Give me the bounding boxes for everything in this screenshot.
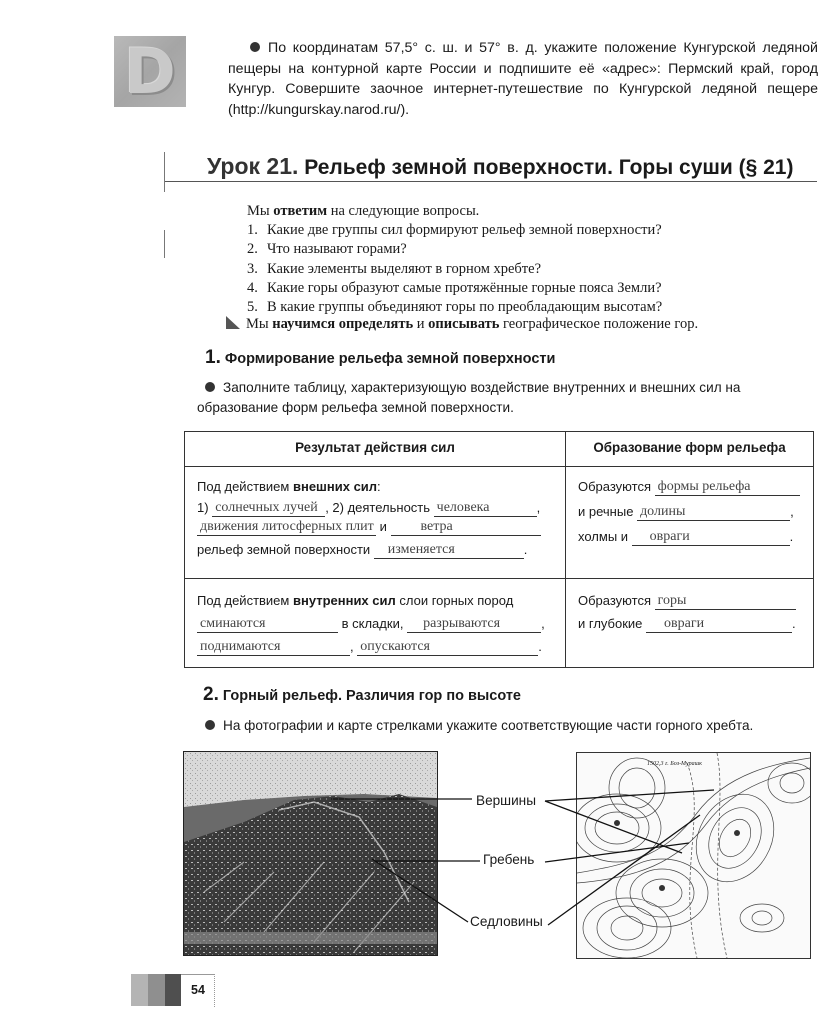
- questions-intro-suffix: на следующие вопросы.: [327, 203, 480, 219]
- question-item: [247, 240, 662, 259]
- text: .: [523, 542, 528, 557]
- text: :: [377, 479, 381, 494]
- external-forms-cell: [578, 474, 808, 549]
- lesson-title-text: Рельеф земной поверхности. Горы суши (§ 21): [304, 156, 794, 179]
- bold-term: внешних сил: [292, 479, 378, 494]
- task-text: На фотографии и карте стрелками укажите соответствующие части горного хребта.: [223, 718, 754, 733]
- external-forces-cell: [197, 474, 557, 562]
- text: Под действием: [197, 479, 293, 494]
- intro-paragraph: [228, 38, 818, 120]
- section-1-task: [197, 378, 817, 418]
- answer-field[interactable]: горы: [655, 592, 796, 610]
- cell-line: [578, 499, 808, 524]
- answer-field[interactable]: долины: [637, 503, 790, 521]
- section-number: 2.: [203, 684, 219, 705]
- answer-field[interactable]: разрываются: [407, 615, 541, 633]
- learn-suffix: географическое положение гор.: [499, 316, 699, 332]
- answer-field[interactable]: человека: [434, 499, 537, 517]
- question-number: 5.: [247, 299, 258, 316]
- question-item: [247, 279, 662, 298]
- questions-block: [247, 202, 662, 317]
- text: Образуются: [578, 593, 651, 608]
- answer-field[interactable]: поднимаются: [197, 638, 350, 656]
- cell-line: [197, 514, 557, 539]
- cell-line: [197, 611, 562, 636]
- label-crest: Гребень: [483, 852, 535, 867]
- section-number: 1.: [205, 347, 221, 368]
- cell-line: [578, 474, 808, 499]
- text: 1): [197, 500, 209, 515]
- learn-prefix: Мы: [246, 316, 273, 332]
- table-divider: [565, 432, 566, 667]
- forces-table: [184, 431, 814, 668]
- table-header-formation: Образование форм рельефа: [593, 440, 786, 455]
- answer-field[interactable]: ветра: [391, 518, 541, 536]
- section-logo-d: [114, 36, 186, 107]
- lesson-title-rule: [165, 181, 817, 182]
- text: слои горных пород: [395, 593, 514, 608]
- text: ,: [541, 616, 545, 631]
- text: в складки,: [341, 616, 404, 631]
- map-caption: 1502,3 г. Боз-Мурашк: [647, 761, 702, 767]
- section-1-heading: [205, 347, 555, 369]
- intro-text: По координатам 57,5° с. ш. и 57° в. д. укажите положение Кунгурской ледяной пещеры на контурной карте России и подпишите её «адрес»: Пермский край, город Кунгур. Совершите заочное интернет-путешествие по Кунгурской ледяной пещере (http://kungurskay.narod.ru/).: [228, 40, 818, 118]
- answer-field[interactable]: изменяется: [374, 541, 524, 559]
- question-number: 3.: [247, 260, 258, 277]
- question-item: [247, 260, 662, 279]
- margin-mark: [164, 152, 165, 192]
- lesson-number: Урок 21.: [207, 153, 299, 179]
- internal-forms-cell: [578, 588, 808, 636]
- questions-list: [247, 221, 662, 317]
- text: .: [789, 529, 794, 544]
- color-swatch: [148, 974, 165, 1006]
- bold-term: внутренних сил: [292, 593, 396, 608]
- question-number: 2.: [247, 241, 258, 258]
- cell-line: [578, 524, 808, 549]
- question-text: Какие две группы сил формируют рельеф земной поверхности?: [267, 222, 662, 239]
- question-number: 1.: [247, 222, 258, 239]
- text: и: [379, 519, 387, 534]
- topographic-map: [576, 752, 811, 959]
- text: ,: [350, 639, 354, 654]
- cell-line: [578, 611, 808, 636]
- section-2-heading: [203, 684, 521, 706]
- bullet-icon: [250, 42, 260, 52]
- question-number: 4.: [247, 279, 258, 296]
- answer-field[interactable]: движения литосферных плит: [197, 518, 376, 536]
- bullet-icon: [205, 382, 215, 392]
- corner-marker-icon: [226, 316, 240, 329]
- text: .: [792, 616, 796, 631]
- text: , 2) деятельность: [325, 500, 431, 515]
- question-item: [247, 298, 662, 317]
- learn-mid: и: [413, 316, 429, 332]
- learn-bold-2: описывать: [428, 316, 500, 332]
- text: и речные: [578, 504, 634, 519]
- task-text: Заполните таблицу, характеризующую воздействие внутренних и внешних сил на образование форм рельефа земной поверхности.: [197, 380, 741, 415]
- answer-field[interactable]: опускаются: [357, 638, 538, 656]
- questions-intro-bold: ответим: [273, 203, 328, 219]
- page-number: 54: [191, 983, 205, 997]
- cell-line: [197, 634, 562, 659]
- question-text: Какие элементы выделяют в горном хребте?: [267, 260, 542, 277]
- section-2-task: [205, 718, 753, 733]
- text: ,: [536, 500, 541, 515]
- learning-goal: [226, 316, 698, 333]
- cell-line: [578, 588, 808, 613]
- answer-field[interactable]: овраги: [632, 528, 790, 546]
- internal-forces-cell: [197, 588, 562, 659]
- bullet-icon: [205, 720, 215, 730]
- answer-field[interactable]: сминаются: [197, 615, 338, 633]
- text: Под действием: [197, 593, 293, 608]
- text: Образуются: [578, 479, 651, 494]
- table-header-result: Результат действия сил: [295, 440, 455, 455]
- contour-map-icon: [577, 753, 810, 958]
- label-peaks: Вершины: [476, 793, 536, 808]
- color-swatch: [131, 974, 148, 1006]
- cell-line: [197, 537, 557, 562]
- page-color-bar: [131, 974, 181, 1006]
- section-title: Горный рельеф. Различия гор по высоте: [222, 688, 521, 704]
- label-saddles: Седловины: [470, 914, 543, 929]
- table-divider: [185, 466, 813, 467]
- lesson-title: [207, 153, 793, 180]
- mountain-photo-icon: [184, 752, 437, 955]
- text: рельеф земной поверхности: [197, 542, 371, 557]
- mountain-ridge-photo: [183, 751, 438, 956]
- logo-letter: D: [124, 34, 176, 108]
- question-text: Что называют горами?: [267, 241, 407, 258]
- cell-line: [197, 588, 562, 613]
- section-title: Формирование рельефа земной поверхности: [224, 351, 556, 367]
- text: и глубокие: [578, 616, 643, 631]
- answer-field[interactable]: формы рельефа: [655, 478, 800, 496]
- questions-intro: [247, 202, 662, 221]
- text: .: [538, 639, 542, 654]
- answer-field[interactable]: солнечных лучей: [212, 499, 325, 517]
- color-swatch: [165, 974, 181, 1006]
- margin-mark: [164, 230, 165, 258]
- answer-field[interactable]: овраги: [646, 615, 792, 633]
- question-text: В какие группы объединяют горы по преобладающим высотам?: [267, 299, 663, 316]
- question-item: [247, 221, 662, 240]
- learn-bold-1: научимся определять: [272, 316, 414, 332]
- table-divider: [185, 578, 813, 579]
- text: ,: [790, 504, 794, 519]
- questions-intro-prefix: Мы: [247, 203, 274, 219]
- text: холмы и: [578, 529, 629, 544]
- question-text: Какие горы образуют самые протяжённые горные пояса Земли?: [267, 279, 662, 296]
